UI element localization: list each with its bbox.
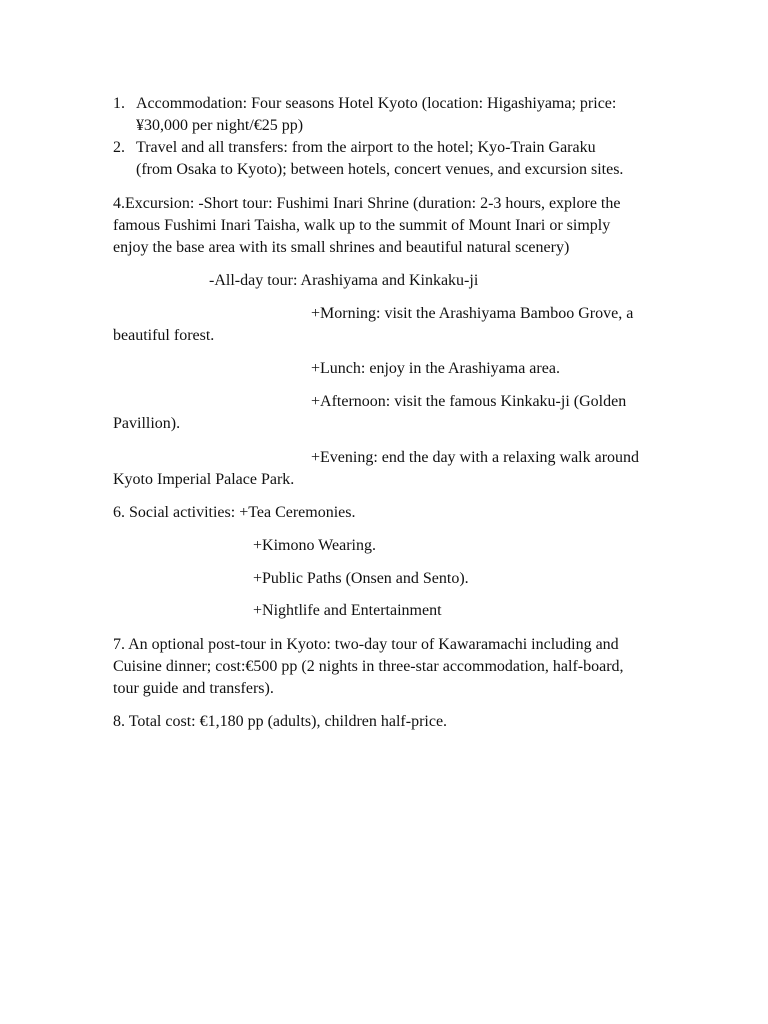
excursion-line-3: enjoy the base area with its small shrines and beautiful natural scenery) [113,239,570,256]
list-number-1: 1. [113,95,125,112]
accommodation-line-1: Accommodation: Four seasons Hotel Kyoto (location: Higashiyama; price: [136,95,617,112]
list-number-2: 2. [113,139,125,156]
post-tour-line-2: Cuisine dinner; cost:€500 pp (2 nights in three-star accommodation, half-board, [113,658,624,675]
travel-line-2: (from Osaka to Kyoto); between hotels, concert venues, and excursion sites. [136,161,624,178]
total-cost-line: 8. Total cost: €1,180 pp (adults), children half-price. [113,713,448,730]
all-day-tour-line: -All-day tour: Arashiyama and Kinkaku-ji [209,272,479,289]
morning-line-1: +Morning: visit the Arashiyama Bamboo Grove, a [311,305,634,322]
afternoon-line-1: +Afternoon: visit the famous Kinkaku-ji (Golden [311,393,627,410]
social-item-nightlife: +Nightlife and Entertainment [253,602,442,619]
social-item-kimono: +Kimono Wearing. [253,537,376,554]
evening-line-1: +Evening: end the day with a relaxing walk around [311,449,640,466]
afternoon-line-2: Pavillion). [113,415,181,432]
social-activities-heading: 6. Social activities: +Tea Ceremonies. [113,504,356,521]
excursion-line-1: 4.Excursion: -Short tour: Fushimi Inari Shrine (duration: 2-3 hours, explore the [113,195,621,212]
lunch-line: +Lunch: enjoy in the Arashiyama area. [311,360,560,377]
travel-line-1: Travel and all transfers: from the airport to the hotel; Kyo-Train Garaku [136,139,596,156]
post-tour-line-3: tour guide and transfers). [113,680,274,697]
post-tour-line-1: 7. An optional post-tour in Kyoto: two-day tour of Kawaramachi including and [113,636,619,653]
excursion-line-2: famous Fushimi Inari Taisha, walk up to the summit of Mount Inari or simply [113,217,611,234]
accommodation-line-2: ¥30,000 per night/€25 pp) [136,117,304,134]
social-item-public-paths: +Public Paths (Onsen and Sento). [253,570,469,587]
evening-line-2: Kyoto Imperial Palace Park. [113,471,295,488]
morning-line-2: beautiful forest. [113,327,215,344]
